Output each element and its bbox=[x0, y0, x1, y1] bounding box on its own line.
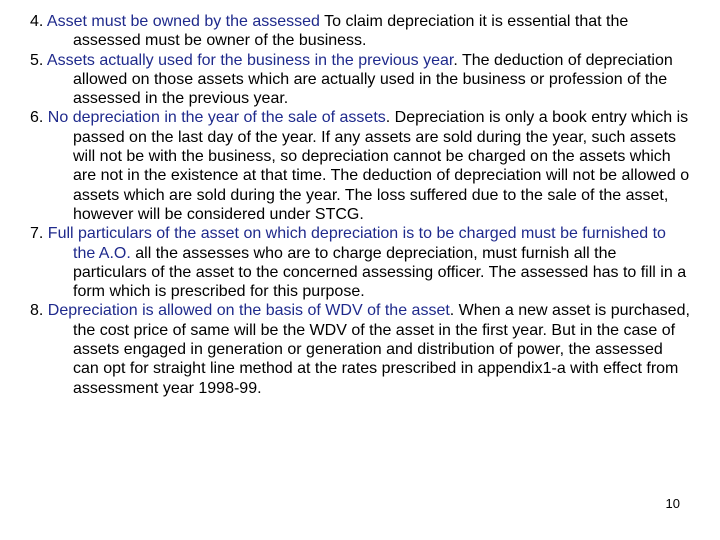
item-heading: Asset must be owned by the assessed bbox=[46, 13, 320, 30]
list-item-7 bbox=[30, 224, 690, 301]
item-number: 5. bbox=[30, 51, 44, 69]
page-number: 10 bbox=[665, 496, 680, 511]
list-item-4 bbox=[30, 12, 690, 51]
item-text: . Depreciation is only a book entry which is passed on the last day of the year. If any assets are sold during the year, such assets will not be with the business, so depreciation cannot be charged on the assets which are not in the existence at that time. The deduction of depreciation will not be allowed o assets which are sold during the year. The loss suffered due to the sale of the asset, however will be considered under STCG. bbox=[73, 109, 690, 223]
item-text: all the assesses who are to charge depreciation, must furnish all the particulars of the asset to the concerned assessing officer. The assessed has to fill in a form which is prescribed for this purpose. bbox=[73, 244, 687, 301]
list-item-6 bbox=[30, 108, 690, 224]
item-text: . The deduction of depreciation allowed on those assets which are actually used in the business or profession of the assessed in the previous year. bbox=[73, 51, 673, 108]
item-text: . When a new asset is purchased, the cost price of same will be the WDV of the asset in the first year. But in the case of assets engaged in generation or generation and distribution of power, the assessed can opt for straight line method at the rates prescribed in appendix1-a with effect from assessment year 1998-99. bbox=[73, 302, 690, 397]
item-heading: Depreciation is allowed on the basis of WDV of the asset bbox=[47, 302, 450, 320]
slide-body bbox=[30, 12, 690, 398]
item-number: 6. bbox=[30, 109, 44, 127]
item-heading: Assets actually used for the business in the previous year bbox=[46, 51, 454, 69]
list-item-5 bbox=[30, 51, 690, 109]
list-item-8 bbox=[30, 301, 690, 397]
item-heading: Full particulars of the asset on which depreciation is to be charged must be furnished to the A.O. bbox=[47, 225, 666, 262]
item-number: 8. bbox=[30, 302, 44, 320]
item-number: 4. bbox=[30, 13, 44, 30]
item-heading: No depreciation in the year of the sale of assets bbox=[47, 109, 386, 127]
item-number: 7. bbox=[30, 225, 44, 243]
item-text: To claim depreciation it is essential that the assessed must be owner of the business. bbox=[73, 13, 629, 50]
